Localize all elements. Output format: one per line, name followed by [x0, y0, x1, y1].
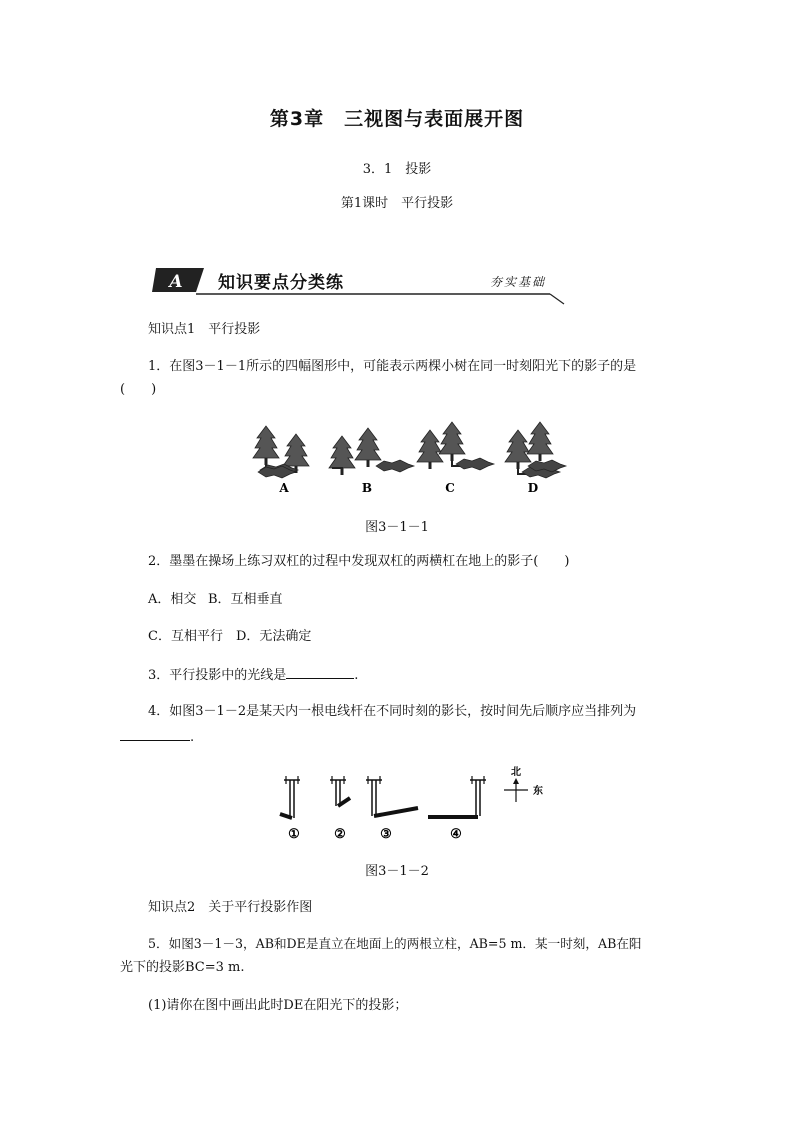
figure-3-1-2-caption: 图3－1－2 [365, 864, 429, 879]
question-4-answer-line [120, 726, 194, 748]
question-1-text: 1．在图3－1－1所示的四幅图形中，可能表示两棵小树在同一时刻阳光下的影子的是 [148, 359, 637, 374]
question-3-suffix: . [354, 668, 359, 683]
figure-3-1-1-caption: 图3－1－1 [365, 520, 429, 535]
figure-label-c: C [445, 481, 455, 495]
question-2-text: 2．墨墨在操场上练习双杠的过程中发现双杠的两横杠在地上的影子( ) [148, 554, 570, 569]
question-3-prefix: 3．平行投影中的光线是 [148, 668, 287, 683]
chapter-title: 第3章 三视图与表面展开图 [269, 108, 525, 130]
question-4-answer-blank[interactable] [120, 726, 190, 741]
figure-label-d: D [527, 481, 539, 495]
figure-label-b: B [361, 481, 373, 495]
pole-label-1: ① [288, 827, 300, 842]
figure-label-a: A [279, 481, 289, 495]
pole-1 [280, 776, 300, 818]
lesson-title: 第1课时 平行投影 [340, 196, 454, 211]
compass [504, 766, 543, 802]
knowledge-point-2-title: 知识点2 关于平行投影作图 [148, 900, 313, 915]
figure-option-a [253, 426, 309, 478]
pole-label-3: ③ [380, 827, 392, 842]
banner-tag: 夯实基础 [490, 275, 547, 289]
compass-north-label: 北 [511, 767, 521, 778]
question-3-text [148, 664, 358, 686]
question-3-answer-blank[interactable] [286, 664, 354, 679]
pole-label-2: ② [334, 827, 346, 842]
compass-east-label: 东 [533, 786, 543, 797]
banner-title: 知识要点分类练 [218, 273, 344, 293]
figure-option-c [417, 422, 494, 470]
figure-3-1-2 [266, 762, 556, 850]
question-2-option-a: A．相交 [148, 592, 197, 607]
question-4-suffix: . [190, 730, 195, 745]
question-2-option-d: D．无法确定 [236, 629, 312, 644]
figure-option-d [505, 422, 566, 478]
question-5-subquestion-1: (1)请你在图中画出此时DE在阳光下的投影； [148, 998, 408, 1013]
question-5-text-line2: 光下的投影BC=3 m. [120, 960, 245, 975]
question-4-text: 4．如图3－1－2是某天内一根电线杆在不同时刻的影长，按时间先后顺序应当排列为 [148, 704, 637, 719]
pole-3 [366, 776, 418, 816]
question-1-answer-paren: ( ) [120, 382, 157, 397]
section-title: 3．1 投影 [362, 162, 432, 177]
question-2-option-c: C．互相平行 [148, 629, 223, 644]
pole-2 [330, 776, 350, 806]
banner-badge-letter: A [169, 272, 183, 292]
question-2-option-b: B．互相垂直 [208, 592, 283, 607]
question-5-text-line1: 5．如图3－1－3，AB和DE是直立在地面上的两根立柱，AB=5 m．某一时刻，AB在阳 [148, 936, 642, 951]
pole-4 [428, 776, 486, 817]
figure-option-b [329, 428, 414, 475]
pole-label-4: ④ [450, 827, 462, 842]
knowledge-point-1-title: 知识点1 平行投影 [148, 322, 261, 337]
figure-3-1-1 [250, 418, 570, 500]
